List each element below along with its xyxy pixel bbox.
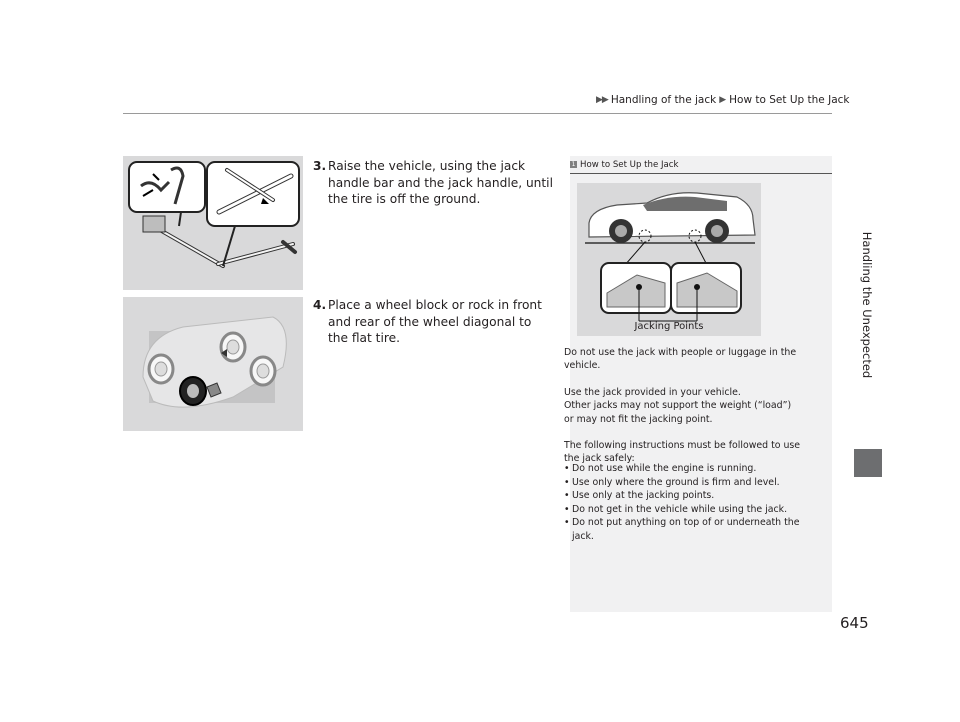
list-item: • Do not use while the engine is running.	[564, 462, 804, 476]
list-item: • Do not get in the vehicle while using the jack.	[564, 503, 804, 517]
breadcrumb	[596, 94, 850, 106]
breadcrumb-arrows-icon: ▶▶	[596, 95, 608, 105]
step-text: Raise the vehicle, using the jack handle bar and the jack handle, until the tire is off the ground.	[328, 159, 553, 206]
list-item: • Use only where the ground is firm and level.	[564, 476, 804, 490]
breadcrumb-arrow-icon: ▶	[719, 95, 727, 105]
note-panel	[564, 156, 832, 612]
note-heading	[570, 156, 832, 174]
side-section-label: Handling the Unexpected	[860, 231, 874, 379]
safety-list	[564, 462, 804, 544]
wheel-block-illustration	[123, 297, 303, 431]
breadcrumb-item-handling-jack[interactable]: Handling of the jack	[610, 94, 717, 106]
breadcrumb-item-setup-jack[interactable]: How to Set Up the Jack	[729, 94, 850, 106]
jacking-points-label: Jacking Points	[634, 321, 704, 332]
step-text: Place a wheel block or rock in front and rear of the wheel diagonal to the flat tire.	[328, 298, 542, 345]
page-number: 645	[840, 614, 869, 632]
note-paragraph-2: Use the jack provided in your vehicle. Other jacks may not support the weight (“load”) or may not fit the jacking point.	[564, 387, 792, 425]
jacking-points-illustration	[577, 183, 761, 336]
jack-handle-illustration	[123, 156, 303, 290]
note-marker-icon: 1	[571, 161, 576, 168]
step-number: 3.	[313, 159, 327, 173]
note-paragraph-1: Do not use the jack with people or luggage in the vehicle.	[564, 347, 797, 372]
note-paragraph-3: The following instructions must be followed to use the jack safely:	[564, 440, 801, 465]
header-rule	[123, 113, 832, 114]
step-3	[313, 158, 553, 208]
step-number: 4.	[313, 298, 327, 312]
list-item: • Do not put anything on top of or underneath the jack.	[564, 516, 804, 543]
step-4	[313, 297, 553, 347]
section-tab-marker[interactable]	[854, 449, 882, 477]
note-heading-text: How to Set Up the Jack	[580, 159, 679, 170]
list-item: • Use only at the jacking points.	[564, 489, 804, 503]
